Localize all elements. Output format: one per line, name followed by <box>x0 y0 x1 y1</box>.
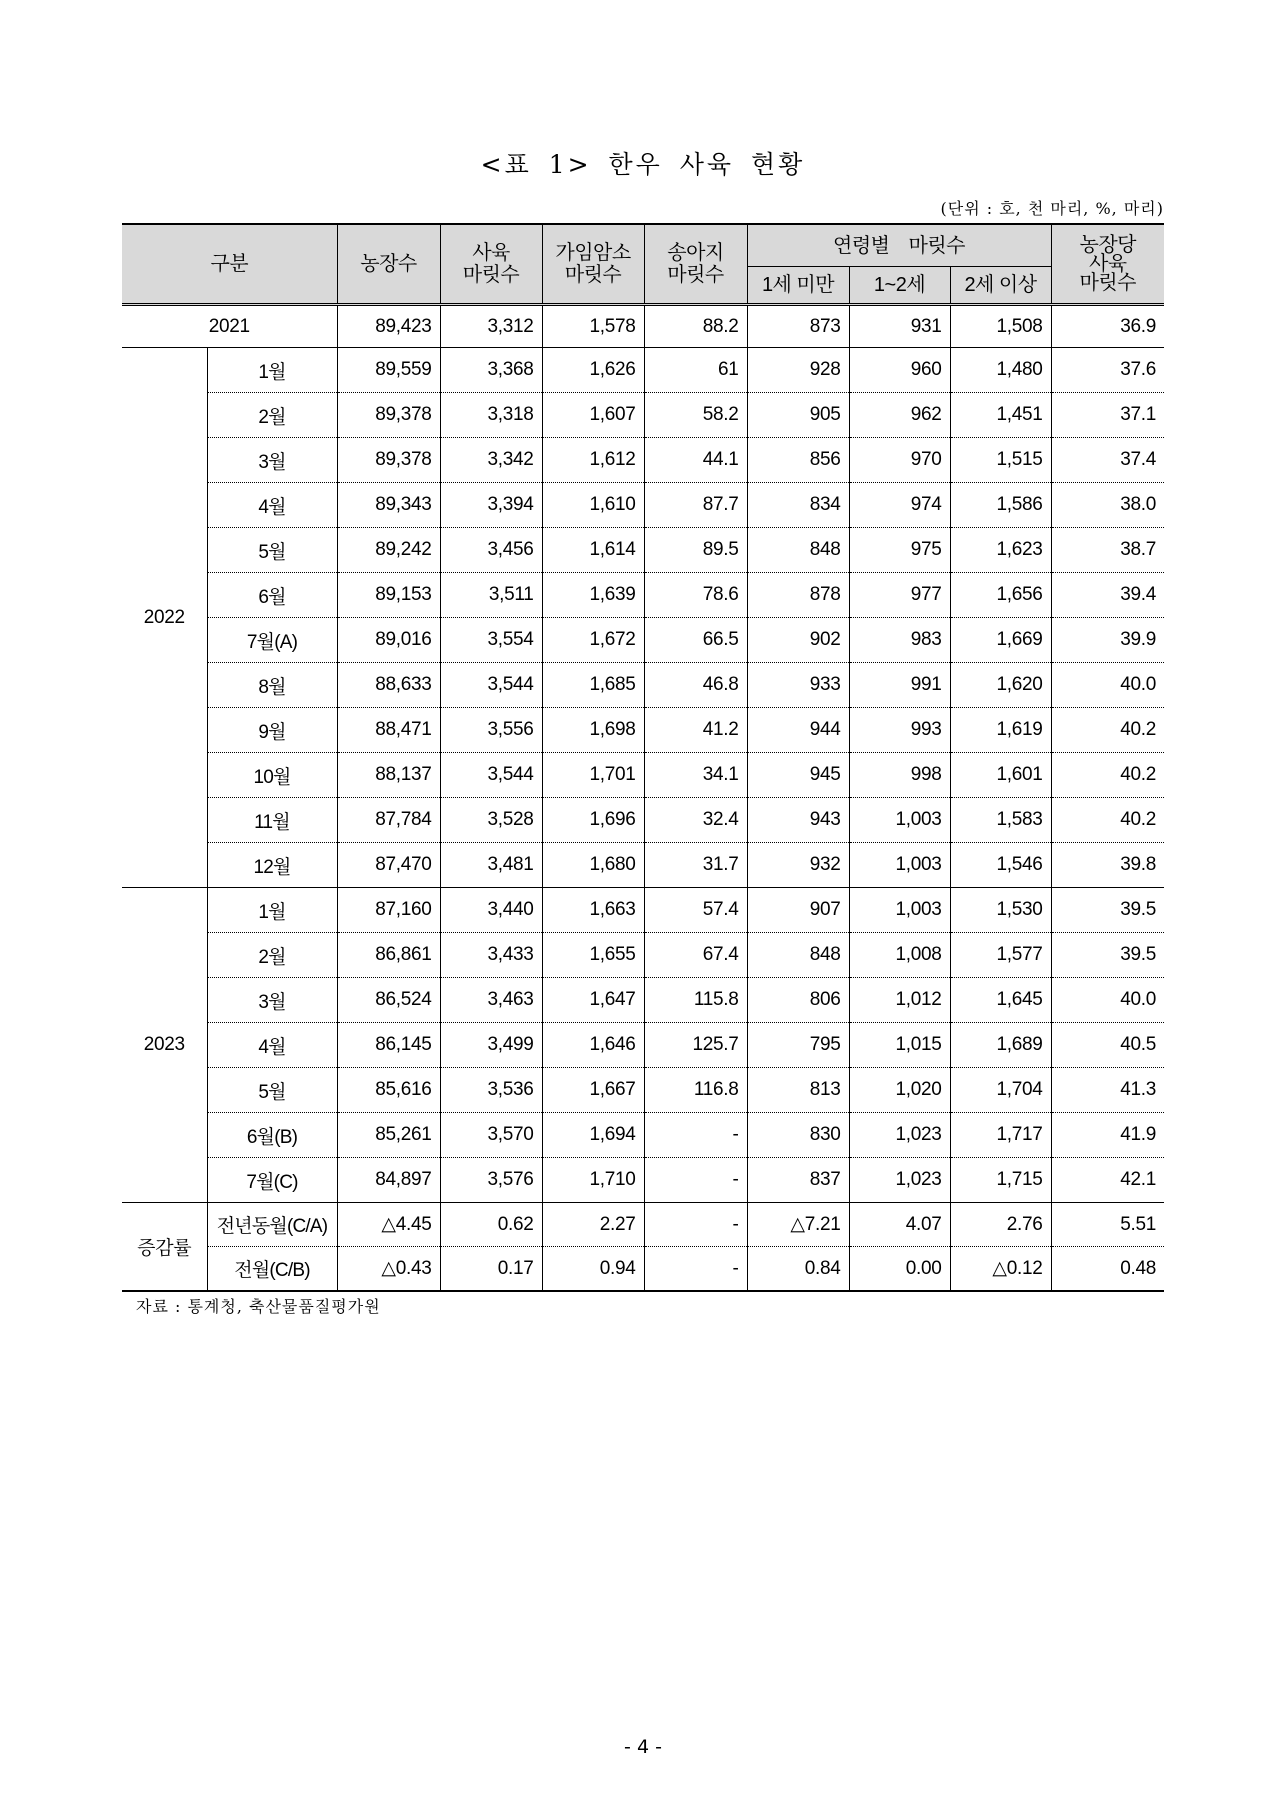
value-cell: 3,554 <box>440 618 542 663</box>
value-cell: 977 <box>849 573 950 618</box>
value-cell: 46.8 <box>644 663 747 708</box>
value-cell: 3,312 <box>440 305 542 348</box>
value-cell: 1,586 <box>950 483 1051 528</box>
value-cell: 89,016 <box>337 618 440 663</box>
value-cell: 830 <box>747 1113 849 1158</box>
table-row <box>122 573 1164 618</box>
page-number: - 4 - <box>624 1736 662 1758</box>
value-cell: 1,546 <box>950 843 1051 888</box>
value-cell: 932 <box>747 843 849 888</box>
table-row <box>122 1113 1164 1158</box>
value-cell: 0.48 <box>1051 1247 1164 1292</box>
value-cell: 84,897 <box>337 1158 440 1203</box>
row-label: 7월(C) <box>207 1158 337 1203</box>
value-cell: 3,536 <box>440 1068 542 1113</box>
header-category: 구분 <box>122 224 337 305</box>
value-cell: 3,570 <box>440 1113 542 1158</box>
value-cell: 943 <box>747 798 849 843</box>
table-row <box>122 393 1164 438</box>
value-cell: 89,242 <box>337 528 440 573</box>
table-row <box>122 1068 1164 1113</box>
row-label: 2월 <box>207 393 337 438</box>
value-cell: 86,524 <box>337 978 440 1023</box>
row-label: 9월 <box>207 708 337 753</box>
value-cell: 78.6 <box>644 573 747 618</box>
value-cell: 38.0 <box>1051 483 1164 528</box>
value-cell: 1,480 <box>950 348 1051 393</box>
value-cell: 3,456 <box>440 528 542 573</box>
value-cell: 40.2 <box>1051 708 1164 753</box>
value-cell: 31.7 <box>644 843 747 888</box>
value-cell: 0.00 <box>849 1247 950 1292</box>
value-cell: 1,717 <box>950 1113 1051 1158</box>
value-cell: 3,544 <box>440 753 542 798</box>
value-cell: 945 <box>747 753 849 798</box>
table-row <box>122 528 1164 573</box>
value-cell: 1,663 <box>542 888 644 933</box>
value-cell: 974 <box>849 483 950 528</box>
value-cell: 1,619 <box>950 708 1051 753</box>
value-cell: - <box>644 1247 747 1292</box>
row-label: 4월 <box>207 1023 337 1068</box>
value-cell: △4.45 <box>337 1203 440 1247</box>
header-age-1-2: 1~2세 <box>849 267 950 305</box>
header-age-2-plus: 2세 이상 <box>950 267 1051 305</box>
value-cell: 67.4 <box>644 933 747 978</box>
value-cell: 983 <box>849 618 950 663</box>
value-cell: - <box>644 1113 747 1158</box>
value-cell: 998 <box>849 753 950 798</box>
value-cell: 837 <box>747 1158 849 1203</box>
table-row <box>122 305 1164 348</box>
value-cell: 1,696 <box>542 798 644 843</box>
value-cell: 0.84 <box>747 1247 849 1292</box>
value-cell: 1,530 <box>950 888 1051 933</box>
value-cell: 848 <box>747 528 849 573</box>
table-row <box>122 438 1164 483</box>
value-cell: 40.5 <box>1051 1023 1164 1068</box>
value-cell: 1,689 <box>950 1023 1051 1068</box>
value-cell: 907 <box>747 888 849 933</box>
row-label: 3월 <box>207 438 337 483</box>
value-cell: 1,656 <box>950 573 1051 618</box>
row-label: 2월 <box>207 933 337 978</box>
table-row <box>122 708 1164 753</box>
value-cell: 1,685 <box>542 663 644 708</box>
table-row <box>122 843 1164 888</box>
row-label: 3월 <box>207 978 337 1023</box>
value-cell: 87,160 <box>337 888 440 933</box>
table-row <box>122 798 1164 843</box>
table-row <box>122 663 1164 708</box>
value-cell: 1,023 <box>849 1113 950 1158</box>
value-cell: 1,451 <box>950 393 1051 438</box>
row-label: 전월(C/B) <box>207 1247 337 1292</box>
value-cell: 32.4 <box>644 798 747 843</box>
value-cell: 1,578 <box>542 305 644 348</box>
value-cell: 975 <box>849 528 950 573</box>
value-cell: 88,137 <box>337 753 440 798</box>
row-label: 6월 <box>207 573 337 618</box>
value-cell: 878 <box>747 573 849 618</box>
value-cell: 856 <box>747 438 849 483</box>
header-row <box>122 224 1164 267</box>
value-cell: 1,620 <box>950 663 1051 708</box>
value-cell: 1,583 <box>950 798 1051 843</box>
value-cell: 1,508 <box>950 305 1051 348</box>
table-row <box>122 888 1164 933</box>
value-cell: 1,577 <box>950 933 1051 978</box>
value-cell: 1,639 <box>542 573 644 618</box>
value-cell: 89,153 <box>337 573 440 618</box>
value-cell: 1,008 <box>849 933 950 978</box>
value-cell: 1,515 <box>950 438 1051 483</box>
value-cell: 3,544 <box>440 663 542 708</box>
value-cell: 39.5 <box>1051 933 1164 978</box>
value-cell: 962 <box>849 393 950 438</box>
value-cell: 36.9 <box>1051 305 1164 348</box>
value-cell: 85,616 <box>337 1068 440 1113</box>
value-cell: 34.1 <box>644 753 747 798</box>
row-label: 4월 <box>207 483 337 528</box>
value-cell: 4.07 <box>849 1203 950 1247</box>
value-cell: 806 <box>747 978 849 1023</box>
value-cell: 42.1 <box>1051 1158 1164 1203</box>
value-cell: 3,433 <box>440 933 542 978</box>
row-label: 10월 <box>207 753 337 798</box>
group-label: 2022 <box>122 348 207 888</box>
value-cell: 1,645 <box>950 978 1051 1023</box>
value-cell: 89.5 <box>644 528 747 573</box>
table-row <box>122 348 1164 393</box>
value-cell: - <box>644 1158 747 1203</box>
value-cell: 1,614 <box>542 528 644 573</box>
value-cell: 1,020 <box>849 1068 950 1113</box>
value-cell: 40.2 <box>1051 753 1164 798</box>
unit-note: (단위 : 호, 천 마리, %, 마리) <box>940 199 1164 218</box>
value-cell: 1,715 <box>950 1158 1051 1203</box>
value-cell: 88,633 <box>337 663 440 708</box>
value-cell: 40.2 <box>1051 798 1164 843</box>
value-cell: 991 <box>849 663 950 708</box>
group-label: 2023 <box>122 888 207 1203</box>
value-cell: 3,440 <box>440 888 542 933</box>
row-label: 5월 <box>207 528 337 573</box>
value-cell: 1,672 <box>542 618 644 663</box>
value-cell: 41.3 <box>1051 1068 1164 1113</box>
value-cell: 89,343 <box>337 483 440 528</box>
table-row <box>122 1158 1164 1203</box>
value-cell: 1,667 <box>542 1068 644 1113</box>
value-cell: 1,003 <box>849 843 950 888</box>
value-cell: 37.4 <box>1051 438 1164 483</box>
value-cell: 37.6 <box>1051 348 1164 393</box>
value-cell: 902 <box>747 618 849 663</box>
value-cell: 89,423 <box>337 305 440 348</box>
header-by-age: 연령별 마릿수 <box>747 224 1051 267</box>
row-label: 6월(B) <box>207 1113 337 1158</box>
value-cell: 88.2 <box>644 305 747 348</box>
row-label: 1월 <box>207 888 337 933</box>
table-row <box>122 933 1164 978</box>
value-cell: 1,680 <box>542 843 644 888</box>
source-note: 자료 : 통계청, 축산물품질평가원 <box>136 1297 381 1316</box>
value-cell: 66.5 <box>644 618 747 663</box>
value-cell: 44.1 <box>644 438 747 483</box>
row-label: 5월 <box>207 1068 337 1113</box>
value-cell: △0.43 <box>337 1247 440 1292</box>
value-cell: 0.62 <box>440 1203 542 1247</box>
row-label: 전년동월(C/A) <box>207 1203 337 1247</box>
header-age-under-1: 1세 미만 <box>747 267 849 305</box>
table-row <box>122 483 1164 528</box>
header-per-farm: 농장당 사육 마릿수 <box>1051 224 1164 305</box>
value-cell: 87,784 <box>337 798 440 843</box>
value-cell: 1,710 <box>542 1158 644 1203</box>
value-cell: 928 <box>747 348 849 393</box>
value-cell: 2.76 <box>950 1203 1051 1247</box>
value-cell: 39.8 <box>1051 843 1164 888</box>
value-cell: 944 <box>747 708 849 753</box>
value-cell: 873 <box>747 305 849 348</box>
value-cell: 40.0 <box>1051 978 1164 1023</box>
value-cell: 3,511 <box>440 573 542 618</box>
value-cell: 3,368 <box>440 348 542 393</box>
value-cell: 39.4 <box>1051 573 1164 618</box>
value-cell: 3,463 <box>440 978 542 1023</box>
value-cell: 3,528 <box>440 798 542 843</box>
table-row <box>122 1203 1164 1247</box>
table-row <box>122 753 1164 798</box>
value-cell: 41.2 <box>644 708 747 753</box>
hanwoo-livestock-table <box>122 223 1164 1292</box>
value-cell: 1,646 <box>542 1023 644 1068</box>
value-cell: 931 <box>849 305 950 348</box>
value-cell: 970 <box>849 438 950 483</box>
value-cell: 905 <box>747 393 849 438</box>
value-cell: 57.4 <box>644 888 747 933</box>
row-label: 1월 <box>207 348 337 393</box>
table-row <box>122 1023 1164 1068</box>
value-cell: 1,647 <box>542 978 644 1023</box>
value-cell: 0.17 <box>440 1247 542 1292</box>
value-cell: 1,601 <box>950 753 1051 798</box>
value-cell: 61 <box>644 348 747 393</box>
value-cell: 86,861 <box>337 933 440 978</box>
row-label: 8월 <box>207 663 337 708</box>
value-cell: 1,003 <box>849 888 950 933</box>
value-cell: 3,481 <box>440 843 542 888</box>
value-cell: 87,470 <box>337 843 440 888</box>
value-cell: 1,698 <box>542 708 644 753</box>
value-cell: △0.12 <box>950 1247 1051 1292</box>
value-cell: 0.94 <box>542 1247 644 1292</box>
table-header <box>122 224 1164 305</box>
row-label: 12월 <box>207 843 337 888</box>
value-cell: 1,023 <box>849 1158 950 1203</box>
value-cell: 1,623 <box>950 528 1051 573</box>
value-cell: 39.9 <box>1051 618 1164 663</box>
value-cell: 1,015 <box>849 1023 950 1068</box>
value-cell: 89,378 <box>337 438 440 483</box>
value-cell: 89,378 <box>337 393 440 438</box>
value-cell: 1,669 <box>950 618 1051 663</box>
header-cattle: 사육 마릿수 <box>440 224 542 305</box>
value-cell: 5.51 <box>1051 1203 1164 1247</box>
value-cell: - <box>644 1203 747 1247</box>
value-cell: 960 <box>849 348 950 393</box>
value-cell: 1,626 <box>542 348 644 393</box>
value-cell: 3,499 <box>440 1023 542 1068</box>
value-cell: 87.7 <box>644 483 747 528</box>
value-cell: 3,576 <box>440 1158 542 1203</box>
value-cell: 58.2 <box>644 393 747 438</box>
value-cell: 1,610 <box>542 483 644 528</box>
header-fertile-cows: 가임암소 마릿수 <box>542 224 644 305</box>
value-cell: 3,342 <box>440 438 542 483</box>
header-calves: 송아지 마릿수 <box>644 224 747 305</box>
value-cell: 993 <box>849 708 950 753</box>
value-cell: 125.7 <box>644 1023 747 1068</box>
table-title: <표 1> 한우 사육 현황 <box>480 150 806 179</box>
value-cell: 88,471 <box>337 708 440 753</box>
value-cell: 3,556 <box>440 708 542 753</box>
table-row <box>122 978 1164 1023</box>
value-cell: 115.8 <box>644 978 747 1023</box>
value-cell: 1,012 <box>849 978 950 1023</box>
value-cell: 933 <box>747 663 849 708</box>
value-cell: 2.27 <box>542 1203 644 1247</box>
value-cell: 3,318 <box>440 393 542 438</box>
value-cell: 40.0 <box>1051 663 1164 708</box>
group-label: 2021 <box>122 305 337 348</box>
value-cell: 1,003 <box>849 798 950 843</box>
value-cell: △7.21 <box>747 1203 849 1247</box>
table-row <box>122 1247 1164 1292</box>
group-label: 증감률 <box>122 1203 207 1292</box>
value-cell: 1,655 <box>542 933 644 978</box>
table-body <box>122 305 1164 1292</box>
row-label: 11월 <box>207 798 337 843</box>
value-cell: 3,394 <box>440 483 542 528</box>
value-cell: 1,704 <box>950 1068 1051 1113</box>
value-cell: 41.9 <box>1051 1113 1164 1158</box>
value-cell: 116.8 <box>644 1068 747 1113</box>
value-cell: 834 <box>747 483 849 528</box>
value-cell: 1,612 <box>542 438 644 483</box>
table-row <box>122 618 1164 663</box>
value-cell: 86,145 <box>337 1023 440 1068</box>
value-cell: 1,607 <box>542 393 644 438</box>
value-cell: 39.5 <box>1051 888 1164 933</box>
value-cell: 813 <box>747 1068 849 1113</box>
header-farms: 농장수 <box>337 224 440 305</box>
value-cell: 89,559 <box>337 348 440 393</box>
value-cell: 795 <box>747 1023 849 1068</box>
value-cell: 38.7 <box>1051 528 1164 573</box>
row-label: 7월(A) <box>207 618 337 663</box>
value-cell: 85,261 <box>337 1113 440 1158</box>
value-cell: 37.1 <box>1051 393 1164 438</box>
value-cell: 848 <box>747 933 849 978</box>
value-cell: 1,694 <box>542 1113 644 1158</box>
value-cell: 1,701 <box>542 753 644 798</box>
